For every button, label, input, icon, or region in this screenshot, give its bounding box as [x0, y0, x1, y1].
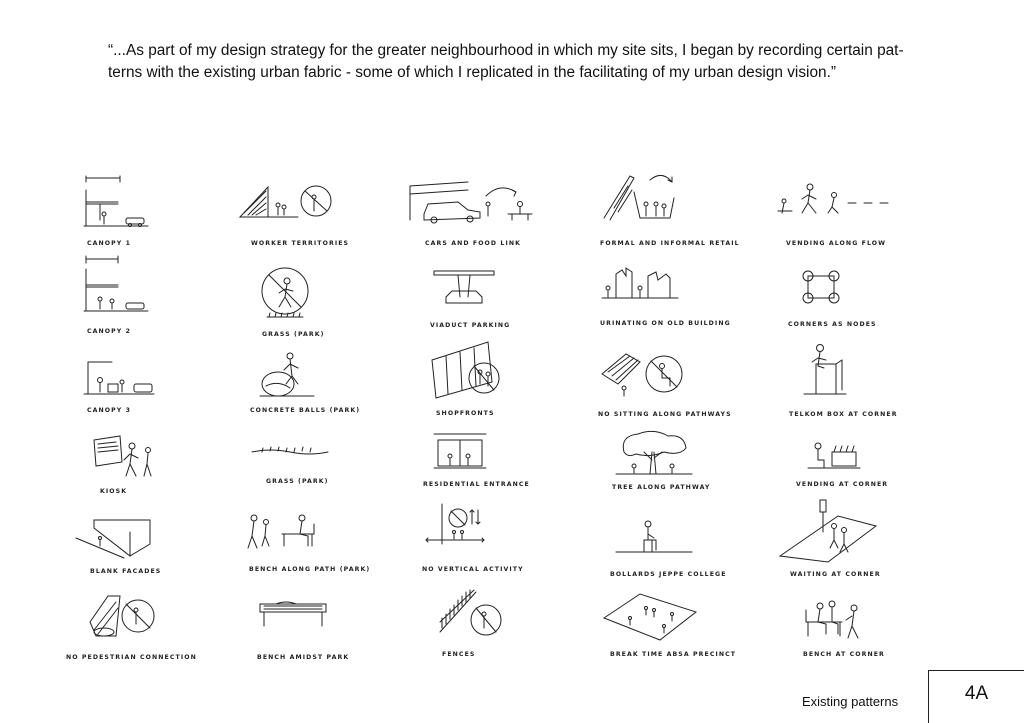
intro-quote: “...As part of my design strategy for the greater neighbourhood in which my site sits, I began by recording certain pat-terns with the existing urban fabric - some of which I replicated in the facilitating of my urban design vision.” — [108, 42, 904, 81]
bollards-jeppe-sketch — [614, 518, 694, 558]
caption-kiosk: KIOSK — [100, 488, 128, 495]
caption-corners-as-nodes: CORNERS AS NODES — [788, 321, 877, 328]
caption-urinating-old-building: URINATING ON OLD BUILDING — [600, 320, 731, 327]
worker-territories-sketch — [238, 183, 338, 223]
canopy-1-sketch — [82, 176, 152, 228]
sheet-title: Existing patterns — [802, 694, 899, 709]
caption-no-sitting-pathways: NO SITTING ALONG PATHWAYS — [598, 411, 732, 418]
viaduct-parking-sketch — [432, 267, 496, 307]
caption-canopy-3: CANOPY 3 — [87, 407, 132, 414]
caption-waiting-at-corner: WAITING AT CORNER — [790, 571, 881, 578]
canopy-2-sketch — [82, 255, 152, 315]
caption-bench-amidst-park: BENCH AMIDST PARK — [257, 654, 350, 661]
caption-grass-park-2: GRASS (PARK) — [266, 478, 329, 485]
corners-as-nodes-sketch — [800, 268, 844, 308]
bench-along-path-sketch — [242, 510, 322, 554]
caption-viaduct-parking: VIADUCT PARKING — [430, 322, 511, 329]
caption-worker-territories: WORKER TERRITORIES — [251, 240, 350, 247]
caption-canopy-2: CANOPY 2 — [87, 328, 132, 335]
sheet-number-box — [928, 670, 1024, 723]
caption-formal-informal-retail: FORMAL AND INFORMAL RETAIL — [600, 240, 740, 247]
residential-entrance-sketch — [432, 432, 488, 472]
caption-no-pedestrian-connection: NO PEDESTRIAN CONNECTION — [66, 654, 197, 661]
waiting-at-corner-sketch — [778, 496, 878, 564]
vending-along-flow-sketch — [772, 183, 902, 219]
caption-vending-at-corner: VENDING AT CORNER — [796, 481, 889, 488]
fences-sketch — [436, 588, 506, 640]
concrete-balls-sketch — [258, 350, 318, 400]
bench-amidst-park-sketch — [256, 598, 330, 628]
caption-cars-food-link: CARS AND FOOD LINK — [425, 240, 522, 247]
caption-concrete-balls: CONCRETE BALLS (PARK) — [250, 407, 361, 414]
caption-no-vertical-activity: NO VERTICAL ACTIVITY — [422, 566, 524, 573]
grass-park-1-sketch — [255, 265, 315, 321]
grass-park-2-sketch — [250, 444, 330, 456]
caption-bench-along-path: BENCH ALONG PATH (PARK) — [249, 566, 371, 573]
caption-tree-along-pathway: TREE ALONG PATHWAY — [612, 484, 711, 491]
tree-along-pathway-sketch — [614, 430, 694, 480]
caption-canopy-1: CANOPY 1 — [87, 240, 132, 247]
sheet-number: 4A — [964, 683, 989, 704]
no-pedestrian-connection-sketch — [88, 592, 158, 642]
caption-bollards-jeppe: BOLLARDS JEPPE COLLEGE — [610, 571, 727, 578]
caption-residential-entrance: RESIDENTIAL ENTRANCE — [423, 481, 530, 488]
kiosk-sketch — [90, 432, 160, 482]
caption-fences: FENCES — [442, 651, 476, 658]
caption-grass-park-1: GRASS (PARK) — [262, 331, 325, 338]
no-sitting-pathways-sketch — [600, 344, 690, 400]
caption-bench-at-corner: BENCH AT CORNER — [803, 651, 885, 658]
caption-shopfronts: SHOPFRONTS — [436, 410, 495, 417]
caption-blank-facades: BLANK FACADES — [90, 568, 162, 575]
canopy-3-sketch — [82, 358, 157, 398]
cars-food-link-sketch — [408, 180, 538, 225]
blank-facades-sketch — [74, 518, 154, 560]
telkom-box-sketch — [800, 342, 850, 400]
caption-vending-along-flow: VENDING ALONG FLOW — [786, 240, 887, 247]
vending-at-corner-sketch — [806, 436, 862, 472]
shopfronts-sketch — [428, 340, 508, 400]
caption-break-time-absa: BREAK TIME ABSA PRECINCT — [610, 651, 737, 658]
caption-telkom-box: TELKOM BOX AT CORNER — [789, 411, 898, 418]
no-vertical-activity-sketch — [424, 502, 494, 550]
urinating-old-building-sketch — [600, 264, 680, 304]
bench-at-corner-sketch — [802, 596, 866, 642]
formal-informal-retail-sketch — [600, 168, 690, 224]
break-time-absa-sketch — [600, 590, 700, 646]
